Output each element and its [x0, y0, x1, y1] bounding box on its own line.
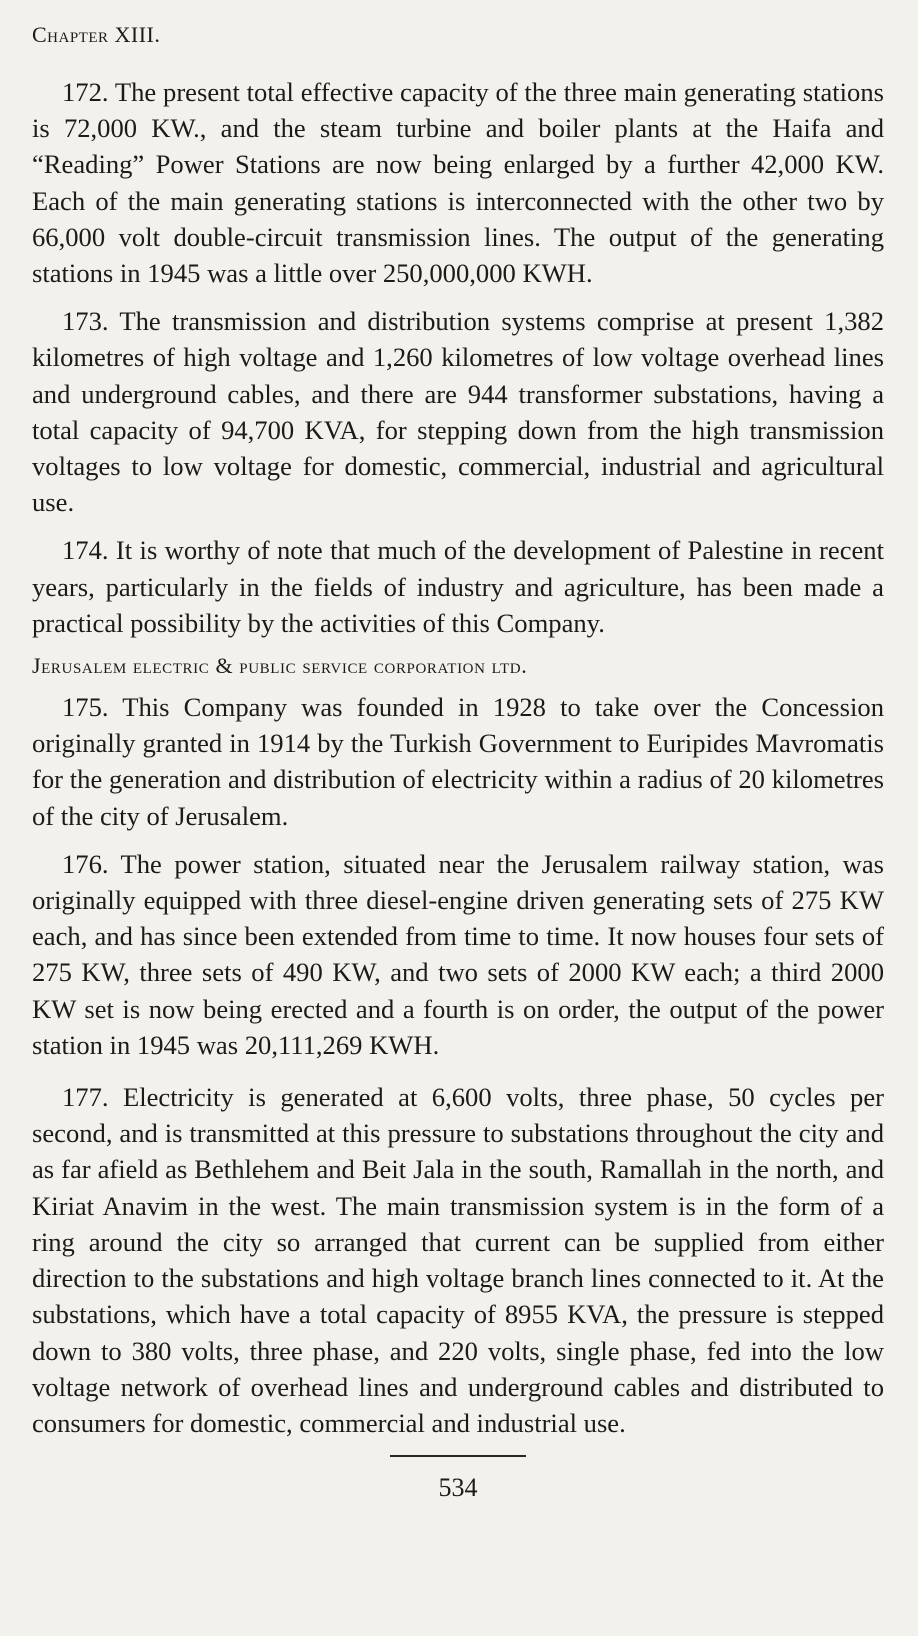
footer-rule [390, 1455, 526, 1457]
chapter-heading: Chapter XIII. [32, 22, 161, 47]
section-heading-jerusalem-electric: Jerusalem electric & public service corporation ltd. [32, 653, 528, 679]
paragraph-175: 175. This Company was founded in 1928 to take over the Concession originally granted in 1914 by the Turkish Government to Euripides Mavromatis for the generation and distribution of electricity within a radius of 20 kilometres of the city of Jerusalem. [32, 692, 884, 831]
paragraph-172: 172. The present total effective capacity of the three main generating stations is 72,000 KW., and the steam turbine and boiler plants at the Haifa and “Reading” Power Stations are now being enlarged by a further 42,000 KW. Each of the main generating stations is interconnected with the other two by 66,000 volt double-circuit transmission lines. The output of the generating stations in 1945 was a little over 250,000,000 KWH. [32, 77, 884, 289]
document-page [32, 22, 884, 1503]
paragraph-176: 176. The power station, situated near the Jerusalem railway station, was originally equipped with three diesel-engine driven generating sets of 275 KW each, and has since been extended from time to time. It now houses four sets of 275 KW, three sets of 490 KW, and two sets of 2000 KW each; a third 2000 KW set is now being erected and a fourth is on order, the output of the power station in 1945 was 20,111,269 KWH. [32, 848, 884, 1060]
paragraph-173: 173. The transmission and distribution systems comprise at present 1,382 kilometres of high voltage and 1,260 kilometres of low voltage overhead lines and underground cables, and there are 944 transformer substations, having a total capacity of 94,700 KVA, for stepping down from the high transmission voltages to low voltage for domestic, commercial, industrial and agricultural use. [32, 306, 884, 518]
paragraph-174: 174. It is worthy of note that much of the development of Palestine in recent years, particularly in the fields of industry and agriculture, has been made a practical possibility by the activities of this Company. [32, 535, 884, 638]
page-number: 534 [438, 1473, 478, 1503]
paragraph-177: 177. Electricity is generated at 6,600 volts, three phase, 50 cycles per second, and is transmitted at this pressure to substations throughout the city and as far afield as Bethlehem and Beit Jala in the south, Ramallah in the north, and Kiriat Anavim in the west. The main transmission system is in the form of a ring around the city so arranged that current can be supplied from either direction to the substations and high voltage branch lines connected to it. At the substations, which have a total capacity of 8955 KVA, the pressure is stepped down to 380 volts, three phase, and 220 volts, single phase, fed into the low voltage network of overhead lines and underground cables and distributed to consumers for domestic, commercial and industrial use. [32, 1082, 884, 1438]
